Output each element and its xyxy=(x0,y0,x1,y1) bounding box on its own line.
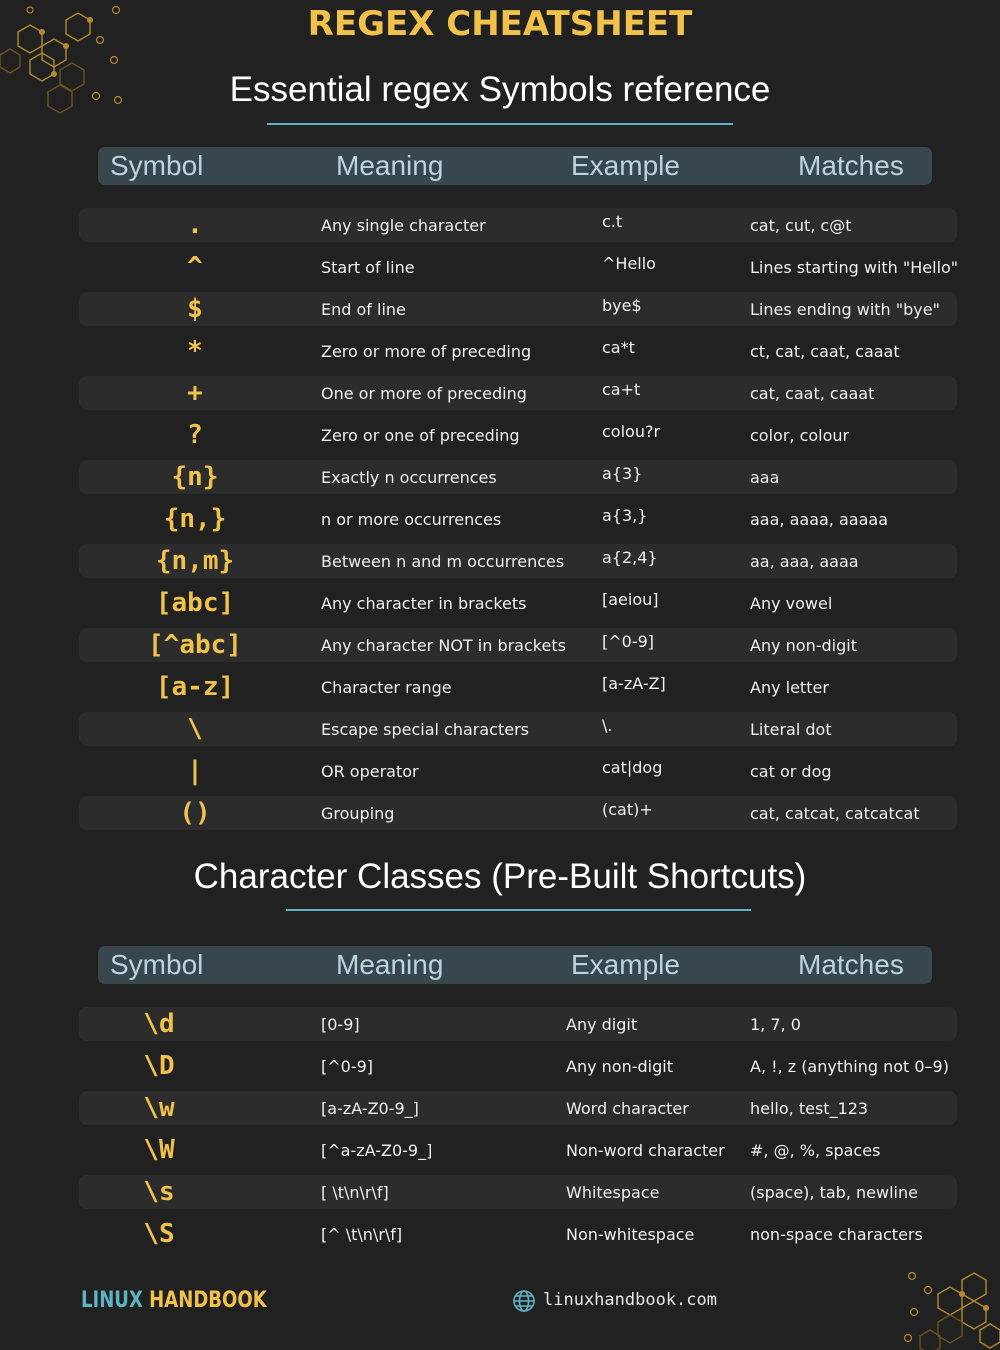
table-row xyxy=(79,418,957,452)
row-symbol: {n} xyxy=(171,462,219,492)
table-row xyxy=(79,376,957,410)
header-symbol: Symbol xyxy=(110,949,204,980)
table-header-symbols xyxy=(98,147,932,185)
row-matches: color, colour xyxy=(750,426,850,445)
row-example: [^0-9] xyxy=(602,632,655,651)
row-symbol: \d xyxy=(143,1009,175,1039)
row-matches: Lines ending with "bye" xyxy=(750,300,940,319)
row-symbol: {n,} xyxy=(163,504,227,534)
row-symbol: \S xyxy=(143,1219,175,1249)
row-meaning: Any single character xyxy=(321,216,486,235)
row-example: c.t xyxy=(602,212,623,231)
row-example: colou?r xyxy=(602,422,661,441)
row-symbol: [a-z] xyxy=(155,672,235,702)
table-row xyxy=(79,1007,957,1041)
row-symbol: {n,m} xyxy=(155,546,235,576)
table-row xyxy=(79,712,957,746)
row-meaning: n or more occurrences xyxy=(321,510,502,529)
header-meaning: Meaning xyxy=(336,949,444,980)
logo-part-linux: LINUX xyxy=(81,1288,143,1313)
table-row xyxy=(79,208,957,242)
table-header-classes xyxy=(98,946,932,984)
row-example: cat|dog xyxy=(602,758,663,777)
linux-handbook-logo xyxy=(81,1288,267,1313)
row-symbol: ^ xyxy=(187,252,203,282)
row-meaning: Zero or more of preceding xyxy=(321,342,532,361)
row-matches: aaa, aaaa, aaaaa xyxy=(750,510,888,529)
row-matches: cat, catcat, catcatcat xyxy=(750,804,920,823)
row-example: a{2,4} xyxy=(602,548,658,567)
row-matches: Any vowel xyxy=(750,594,833,613)
row-example: ca+t xyxy=(602,380,641,399)
table-row xyxy=(79,502,957,536)
row-symbol: [abc] xyxy=(155,588,235,618)
logo-part-handbook: HANDBOOK xyxy=(149,1288,267,1313)
row-meaning: One or more of preceding xyxy=(321,384,527,403)
row-symbol: () xyxy=(179,798,211,828)
row-example: (cat)+ xyxy=(602,800,653,819)
row-meaning: Escape special characters xyxy=(321,720,529,739)
hexagon-decoration-bottom-right xyxy=(890,1260,1000,1350)
row-example: a{3} xyxy=(602,464,643,483)
row-meaning: [a-zA-Z0-9_] xyxy=(321,1099,419,1118)
section-title-classes: Character Classes (Pre-Built Shortcuts) xyxy=(193,857,807,896)
row-matches: cat or dog xyxy=(750,762,832,781)
row-meaning: Any character NOT in brackets xyxy=(321,636,566,655)
table-row xyxy=(79,250,957,284)
table-row xyxy=(79,334,957,368)
header-example: Example xyxy=(571,949,680,980)
row-symbol: \D xyxy=(143,1051,175,1081)
row-example: ^Hello xyxy=(602,254,656,273)
row-example: [a-zA-Z] xyxy=(602,674,666,693)
row-matches: 1, 7, 0 xyxy=(750,1015,801,1034)
row-meaning: Zero or one of preceding xyxy=(321,426,520,445)
row-meaning: Character range xyxy=(321,678,452,697)
table-row xyxy=(79,460,957,494)
row-example: Non-whitespace xyxy=(566,1225,695,1244)
row-meaning: Between n and m occurrences xyxy=(321,552,565,571)
row-matches: Lines starting with "Hello" xyxy=(750,258,959,277)
row-example: Whitespace xyxy=(566,1183,660,1202)
table-row xyxy=(79,586,957,620)
row-meaning: [ \t\n\r\f] xyxy=(321,1183,389,1202)
row-meaning: [^0-9] xyxy=(321,1057,374,1076)
section-underline xyxy=(286,909,751,911)
row-example: \. xyxy=(602,716,613,735)
row-matches: Any letter xyxy=(750,678,829,697)
row-meaning: Exactly n occurrences xyxy=(321,468,497,487)
row-matches: ct, cat, caat, caaat xyxy=(750,342,900,361)
row-example: Non-word character xyxy=(566,1141,725,1160)
row-matches: non-space characters xyxy=(750,1225,923,1244)
row-symbol: \W xyxy=(143,1135,175,1165)
row-symbol: \s xyxy=(143,1177,175,1207)
row-matches: cat, cut, c@t xyxy=(750,216,852,235)
row-matches: aa, aaa, aaaa xyxy=(750,552,859,571)
table-row xyxy=(79,1217,957,1251)
table-row xyxy=(79,1091,957,1125)
row-symbol: \ xyxy=(187,714,203,744)
row-example: [aeiou] xyxy=(602,590,659,609)
table-row xyxy=(79,292,957,326)
row-matches: (space), tab, newline xyxy=(750,1183,918,1202)
table-row xyxy=(79,1175,957,1209)
row-meaning: [0-9] xyxy=(321,1015,360,1034)
row-matches: aaa xyxy=(750,468,780,487)
row-matches: cat, caat, caaat xyxy=(750,384,875,403)
row-example: bye$ xyxy=(602,296,642,315)
table-row xyxy=(79,1133,957,1167)
table-row xyxy=(79,754,957,788)
table-row xyxy=(79,1049,957,1083)
row-meaning: [^a-zA-Z0-9_] xyxy=(321,1141,433,1160)
header-meaning: Meaning xyxy=(336,150,444,181)
row-meaning: End of line xyxy=(321,300,406,319)
row-symbol: ? xyxy=(187,420,203,450)
row-example: Word character xyxy=(566,1099,689,1118)
row-matches: Any non-digit xyxy=(750,636,857,655)
main-title: REGEX CHEATSHEET xyxy=(307,4,693,44)
row-example: Any non-digit xyxy=(566,1057,673,1076)
table-row xyxy=(79,796,957,830)
row-matches: A, !, z (anything not 0–9) xyxy=(750,1057,949,1076)
globe-icon xyxy=(512,1289,536,1313)
header-example: Example xyxy=(571,150,680,181)
row-symbol: . xyxy=(187,210,203,240)
section-title-symbols: Essential regex Symbols reference xyxy=(229,70,771,109)
row-meaning: [^ \t\n\r\f] xyxy=(321,1225,403,1244)
website-url: linuxhandbook.com xyxy=(543,1290,717,1310)
row-symbol: $ xyxy=(187,294,203,324)
row-example: a{3,} xyxy=(602,506,648,525)
row-matches: #, @, %, spaces xyxy=(750,1141,881,1160)
row-meaning: Any character in brackets xyxy=(321,594,527,613)
row-example: ca*t xyxy=(602,338,635,357)
row-symbol: \w xyxy=(143,1093,175,1123)
header-matches: Matches xyxy=(798,949,904,980)
row-example: Any digit xyxy=(566,1015,638,1034)
row-symbol: [^abc] xyxy=(148,630,242,660)
section-underline xyxy=(267,123,733,125)
row-symbol: | xyxy=(187,756,203,786)
row-symbol: + xyxy=(187,378,203,408)
table-row xyxy=(79,670,957,704)
row-symbol: * xyxy=(187,336,203,366)
header-matches: Matches xyxy=(798,150,904,181)
row-matches: Literal dot xyxy=(750,720,832,739)
row-meaning: Start of line xyxy=(321,258,415,277)
row-meaning: Grouping xyxy=(321,804,395,823)
table-row xyxy=(79,544,957,578)
table-row xyxy=(79,628,957,662)
row-meaning: OR operator xyxy=(321,762,419,781)
row-matches: hello, test_123 xyxy=(750,1099,869,1118)
header-symbol: Symbol xyxy=(110,150,204,181)
